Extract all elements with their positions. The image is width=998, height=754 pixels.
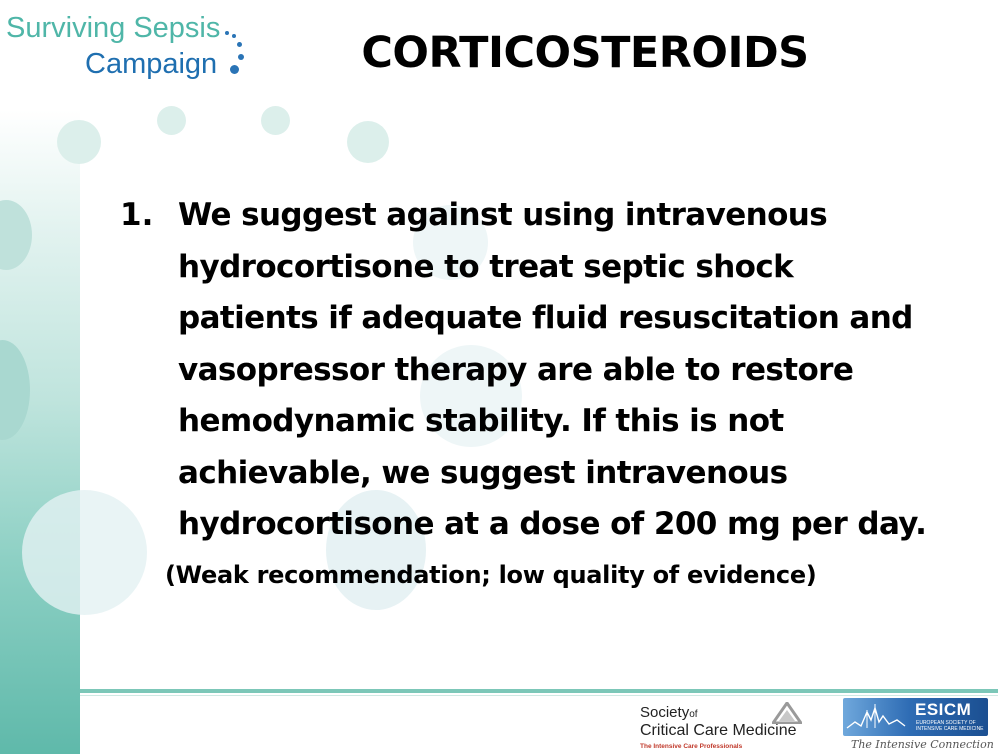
- sccm-society: Society: [640, 704, 690, 721]
- recommendation-line: vasopressor therapy are able to restore: [178, 351, 854, 388]
- sccm-text-society: [640, 704, 698, 721]
- esicm-subtitle: EUROPEAN SOCIETY OF INTENSIVE CARE MEDICINE: [916, 720, 984, 732]
- recommendation-line: We suggest against using intravenous: [178, 197, 828, 233]
- logo-dot: [225, 31, 229, 35]
- logo-dot: [238, 54, 244, 60]
- decor-bubble: [347, 121, 389, 163]
- surviving-sepsis-campaign-logo: [6, 12, 256, 88]
- recommendation-line: patients if adequate fluid resuscitation and: [178, 300, 913, 336]
- esicm-skyline-icon: [843, 698, 913, 736]
- recommendation-line: hemodynamic stability. If this is not: [178, 403, 784, 439]
- logo-dot: [232, 34, 236, 38]
- evidence-grade: (Weak recommendation; low quality of evidence): [165, 561, 817, 589]
- sccm-text-critical-care-medicine: Critical Care Medicine: [640, 722, 797, 739]
- recommendation-text: [178, 190, 978, 551]
- logo-text-surviving-sepsis: Surviving Sepsis: [6, 12, 221, 44]
- sccm-logo: [640, 702, 810, 752]
- esicm-tagline: The Intensive Connection: [851, 738, 994, 751]
- logo-dot: [237, 42, 242, 47]
- sccm-triangle-icon: [772, 702, 802, 724]
- footer-divider: [80, 689, 998, 693]
- sccm-tagline: The Intensive Care Professionals: [640, 743, 743, 750]
- recommendation-line: achievable, we suggest intravenous: [178, 454, 788, 491]
- logo-dot: [230, 65, 239, 74]
- esicm-logo: [843, 698, 993, 754]
- logo-text-campaign: Campaign: [85, 48, 218, 80]
- recommendation-line: hydrocortisone at a dose of 200 mg per day.: [178, 506, 927, 542]
- decor-bubble: [261, 106, 290, 135]
- decor-bubble: [22, 490, 147, 615]
- esicm-banner: [843, 698, 988, 736]
- recommendation-number: 1.: [120, 197, 154, 233]
- sccm-of: of: [689, 709, 698, 720]
- decor-bubble: [157, 106, 186, 135]
- decor-bubble: [57, 120, 101, 164]
- footer-divider-thin: [80, 695, 998, 696]
- recommendation-line: hydrocortisone to treat septic shock: [178, 248, 794, 285]
- esicm-name: ESICM: [915, 700, 972, 719]
- slide-title: CORTICOSTEROIDS: [361, 28, 809, 78]
